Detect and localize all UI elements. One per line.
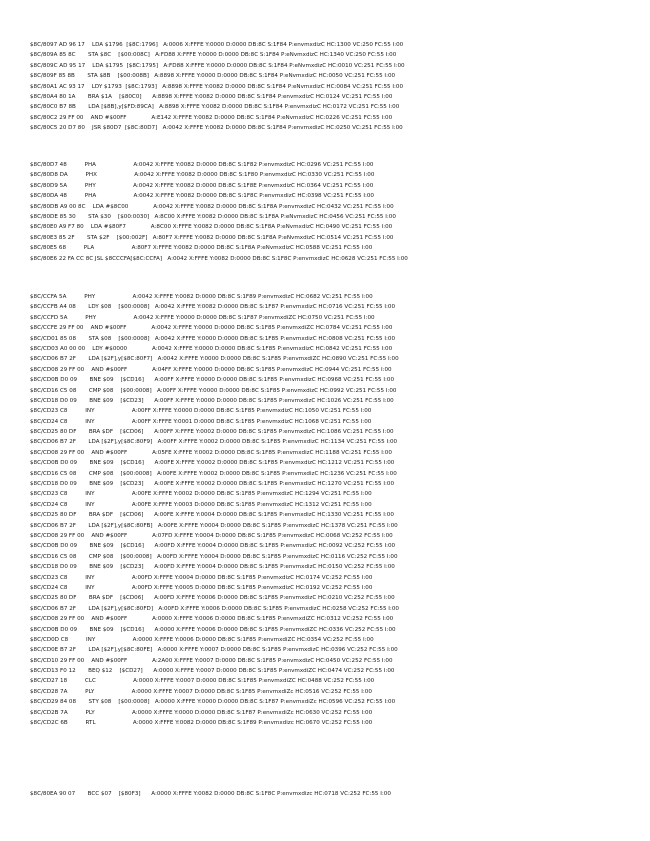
trace-line: $8C/CD0B D0 09 BNE $09 [$CD16] A:00FD X:FFFE Y:0004 D:0000 DB:8C S:1F85 P:envmxdizC HC:0092 VC:252 FC:55 I:00 <box>30 543 396 550</box>
trace-line: $8C/80E6 22 FA CC 8C JSL $8CCCFA[$8C:CCFA] A:0042 X:FFFE Y:0082 D:0000 DB:8C S:1F8C P:envmxdizC HC:0628 VC:251 FC:55 I:00 <box>30 255 408 262</box>
trace-line: $8C/CD16 C5 08 CMP $08 [$00:0008] A:00FD X:FFFE Y:0004 D:0000 DB:8C S:1F85 P:envmxdizC HC:0116 VC:252 FC:55 I:00 <box>30 553 398 560</box>
trace-line: $8C/CD0B D0 09 BNE $09 [$CD16] A:0000 X:FFFE Y:0006 D:0000 DB:8C S:1F85 P:envmxdiZC HC:0336 VC:252 FC:55 I:00 <box>30 626 396 633</box>
trace-line: $8C/CD08 29 FF 00 AND #$00FF A:0000 X:FFFE Y:0006 D:0000 DB:8C S:1F85 P:envmxdiZC HC:0312 VC:252 FC:55 I:00 <box>30 616 394 623</box>
trace-block-1 <box>30 40 630 134</box>
trace-line: $8C/80D8 DA PHX A:0042 X:FFFE Y:0082 D:0000 DB:8C S:1F80 P:envmxdizC HC:0330 VC:251 FC:55 I:00 <box>30 172 375 179</box>
trace-line: $8C/CD08 29 FF 00 AND #$00FF A:07FD X:FFFE Y:0004 D:0000 DB:8C S:1F85 P:envmxdizC HC:0068 VC:252 FC:55 I:00 <box>30 532 393 539</box>
trace-line: $8C/CD06 B7 2F LDA [$2F],y[$8C:80F7] A:0042 X:FFFE Y:0000 D:0000 DB:8C S:1F85 P:envmxdiZC HC:0890 VC:251 FC:55 I:00 <box>30 356 399 363</box>
trace-line: $8C/CD23 C8 INY A:00FD X:FFFE Y:0004 D:0000 DB:8C S:1F85 P:envmxdizC HC:0174 VC:252 FC:55 I:00 <box>30 574 373 581</box>
trace-line: $8C/80DA 48 PHA A:0042 X:FFFE Y:0082 D:0000 DB:8C S:1F8C P:envmxdizC HC:0398 VC:251 FC:55 I:00 <box>30 193 374 200</box>
trace-line: $8C/CD01 85 08 STA $08 [$00:0008] A:0042 X:FFFE Y:0000 D:0000 DB:8C S:1F85 P:envmxdizC HC:0808 VC:251 FC:55 I:00 <box>30 335 396 342</box>
trace-line: $8C/CD28 7A PLY A:0000 X:FFFE Y:0007 D:0000 DB:8C S:1F85 P:envmxdiZc HC:0516 VC:252 FC:55 I:00 <box>30 688 372 695</box>
trace-line: $8C/CD0E B7 2F LDA [$2F],y[$8C:80FE] A:0000 X:FFFE Y:0007 D:0000 DB:8C S:1F85 P:envmxdizC HC:0396 VC:252 FC:55 I:00 <box>30 647 398 654</box>
trace-line: $8C/CD18 D0 09 BNE $09 [$CD23] A:00FE X:FFFE Y:0002 D:0000 DB:8C S:1F85 P:envmxdizC HC:1270 VC:251 FC:55 I:00 <box>30 481 395 488</box>
trace-line: $8C/CD08 29 FF 00 AND #$00FF A:04FF X:FFFE Y:0000 D:0000 DB:8C S:1F85 P:envmxdizC HC:0944 VC:251 FC:55 I:00 <box>30 366 392 373</box>
trace-line: $8C/80A4 80 1A BRA $1A [$80C0] A:8898 X:FFFE Y:0082 D:0000 DB:8C S:1F84 P:envmxdizC HC:0124 VC:251 FC:55 I:00 <box>30 93 393 100</box>
trace-line: $8C/CD18 D0 09 BNE $09 [$CD23] A:00FD X:FFFE Y:0004 D:0000 DB:8C S:1F85 P:envmxdizC HC:0150 VC:252 FC:55 I:00 <box>30 564 395 571</box>
trace-line: $8C/CCFB A4 08 LDY $08 [$00:0008] A:0042 X:FFFE Y:0082 D:0000 DB:8C S:1F87 P:envmxdizC HC:0716 VC:251 FC:55 I:00 <box>30 304 396 311</box>
trace-line: $8C/CD0B D0 09 BNE $09 [$CD16] A:00FF X:FFFE Y:0000 D:0000 DB:8C S:1F85 P:envmxdizC HC:0968 VC:251 FC:55 I:00 <box>30 377 395 384</box>
trace-line: $8C/809F 85 8B STA $8B [$00:008B] A:8898 X:FFFE Y:0000 D:0000 DB:8C S:1F84 P:eNvmxdizC HC:0050 VC:251 FC:55 I:00 <box>30 73 396 80</box>
trace-line: $8C/80C5 20 D7 80 JSR $80D7 [$8C:80D7] A:0042 X:FFFE Y:0082 D:0000 DB:8C S:1F84 P:envmxdizC HC:0250 VC:251 FC:55 I:00 <box>30 125 403 132</box>
trace-line: $8C/80D7 48 PHA A:0042 X:FFFE Y:0082 D:0000 DB:8C S:1F82 P:envmxdizC HC:0296 VC:251 FC:55 I:00 <box>30 162 374 168</box>
trace-line: $8C/80A1 AC 93 17 LDY $1793 [$8C:1793] A:8898 X:FFFE Y:0082 D:0000 DB:8C S:1F84 P:eNvmxdizC HC:0084 VC:251 FC:55 I:00 <box>30 83 404 90</box>
trace-line: $8C/CD2C 6B RTL A:0000 X:FFFE Y:0082 D:0000 DB:8C S:1F89 P:envmxdizc HC:0670 VC:252 FC:55 I:00 <box>30 720 373 727</box>
trace-line: $8C/CD25 80 DF BRA $DF [$CD06] A:00FF X:FFFE Y:0002 D:0000 DB:8C S:1F85 P:envmxdizC HC:1086 VC:251 FC:55 I:00 <box>30 429 394 436</box>
trace-line: $8C/CD24 C8 INY A:00FF X:FFFE Y:0001 D:0000 DB:8C S:1F85 P:envmxdizC HC:1068 VC:251 FC:55 I:00 <box>30 418 372 425</box>
trace-line: $8C/80C0 B7 8B LDA [$8B],y[$FD:89CA] A:8898 X:FFFE Y:0082 D:0000 DB:8C S:1F84 P:envmxdizC HC:0172 VC:251 FC:55 I:00 <box>30 104 400 111</box>
trace-block-3 <box>30 292 630 728</box>
trace-line: $8C/8097 AD 96 17 LDA $1796 [$8C:1796] A:0006 X:FFFE Y:0000 D:0000 DB:8C S:1F84 P:envmxdizC HC:1300 VC:250 FC:55 I:00 <box>30 42 404 48</box>
trace-line: $8C/CD13 F0 12 BEQ $12 [$CD27] A:0000 X:FFFE Y:0007 D:0000 DB:8C S:1F85 P:envmxdiZC HC:0474 VC:252 FC:55 I:00 <box>30 668 395 675</box>
trace-line: $8C/CD06 B7 2F LDA [$2F],y[$8C:80FB] A:00FE X:FFFE Y:0004 D:0000 DB:8C S:1F85 P:envmxdizC HC:1378 VC:251 FC:55 I:00 <box>30 522 398 529</box>
trace-line: $8C/80E0 A9 F7 80 LDA #$80F7 A:8C00 X:FFFE Y:0082 D:0000 DB:8C S:1F8A P:eNvmxdizC HC:0490 VC:251 FC:55 I:00 <box>30 224 393 231</box>
trace-line: $8C/CD29 84 08 STY $08 [$00:0008] A:0000 X:FFFE Y:0000 D:0000 DB:8C S:1F87 P:envmxdiZc HC:0596 VC:252 FC:55 I:00 <box>30 699 396 706</box>
trace-line: $8C/CCFA 5A PHY A:0042 X:FFFE Y:0082 D:0000 DB:8C S:1F89 P:envmxdizC HC:0682 VC:251 FC:55 I:00 <box>30 294 373 300</box>
trace-line: $8C/CD06 B7 2F LDA [$2F],y[$8C:80FD] A:00FD X:FFFE Y:0006 D:0000 DB:8C S:1F85 P:envmxdizC HC:0258 VC:252 FC:55 I:00 <box>30 605 399 612</box>
trace-line: $8C/CD06 B7 2F LDA [$2F],y[$8C:80F9] A:00FF X:FFFE Y:0002 D:0000 DB:8C S:1F85 P:envmxdizC HC:1134 VC:251 FC:55 I:00 <box>30 439 398 446</box>
trace-line: $8C/80DB A9 00 8C LDA #$8C00 A:0042 X:FFFE Y:0082 D:0000 DB:8C S:1F8A P:envmxdizC HC:0432 VC:251 FC:55 I:00 <box>30 203 394 210</box>
trace-line: $8C/CD08 29 FF 00 AND #$00FF A:05FE X:FFFE Y:0002 D:0000 DB:8C S:1F85 P:envmxdizC HC:1188 VC:251 FC:55 I:00 <box>30 449 392 456</box>
trace-line: $8C/CD0D C8 INY A:0000 X:FFFE Y:0006 D:0000 DB:8C S:1F85 P:envmxdiZC HC:0354 VC:252 FC:55 I:00 <box>30 636 374 643</box>
trace-block-2 <box>30 160 630 264</box>
trace-line: $8C/809A 85 8C STA $8C [$00:008C] A:FD88 X:FFFE Y:0000 D:0000 DB:8C S:1F84 P:eNvmxdizC HC:1340 VC:250 FC:55 I:00 <box>30 52 397 59</box>
trace-line: $8C/CD24 C8 INY A:00FD X:FFFE Y:0005 D:0000 DB:8C S:1F85 P:envmxdizC HC:0192 VC:252 FC:55 I:00 <box>30 584 373 591</box>
trace-line: $8C/CD03 A0 00 00 LDY #$0000 A:0042 X:FFFE Y:0000 D:0000 DB:8C S:1F85 P:envmxdizC HC:0842 VC:251 FC:55 I:00 <box>30 345 393 352</box>
trace-line: $8C/80D9 5A PHY A:0042 X:FFFE Y:0082 D:0000 DB:8C S:1F8E P:envmxdizC HC:0364 VC:251 FC:55 I:00 <box>30 182 374 189</box>
trace-line: $8C/80EA 90 07 BCC $07 [$80F3] A:0000 X:FFFE Y:0082 D:0000 DB:8C S:1F8C P:envmxdizc HC:0718 VC:252 FC:55 I:00 <box>30 791 391 797</box>
trace-line: $8C/CD25 80 DF BRA $DF [$CD06] A:00FD X:FFFE Y:0006 D:0000 DB:8C S:1F85 P:envmxdizC HC:0210 VC:252 FC:55 I:00 <box>30 595 395 602</box>
trace-line: $8C/CD16 C5 08 CMP $08 [$00:0008] A:00FE X:FFFE Y:0002 D:0000 DB:8C S:1F85 P:envmxdizC HC:1236 VC:251 FC:55 I:00 <box>30 470 397 477</box>
trace-line: $8C/80E3 85 2F STA $2F [$00:002F] A:80F7 X:FFFE Y:0082 D:0000 DB:8C S:1F8A P:eNvmxdizC HC:0514 VC:251 FC:55 I:00 <box>30 234 394 241</box>
trace-line: $8C/CD23 C8 INY A:00FE X:FFFE Y:0002 D:0000 DB:8C S:1F85 P:envmxdizC HC:1294 VC:251 FC:55 I:00 <box>30 491 372 498</box>
trace-line: $8C/80E5 68 PLA A:80F7 X:FFFE Y:0082 D:0000 DB:8C S:1F8A P:eNvmxdizC HC:0588 VC:251 FC:55 I:00 <box>30 245 373 252</box>
trace-line: $8C/CD18 D0 09 BNE $09 [$CD23] A:00FF X:FFFE Y:0000 D:0000 DB:8C S:1F85 P:envmxdizC HC:1026 VC:251 FC:55 I:00 <box>30 397 394 404</box>
trace-line: $8C/CD25 80 DF BRA $DF [$CD06] A:00FE X:FFFE Y:0004 D:0000 DB:8C S:1F85 P:envmxdizC HC:1330 VC:251 FC:55 I:00 <box>30 512 394 519</box>
trace-line: $8C/CD23 C8 INY A:00FF X:FFFE Y:0000 D:0000 DB:8C S:1F85 P:envmxdizC HC:1050 VC:251 FC:55 I:00 <box>30 408 372 415</box>
trace-line: $8C/CD0B D0 09 BNE $09 [$CD16] A:00FE X:FFFE Y:0002 D:0000 DB:8C S:1F85 P:envmxdizC HC:1212 VC:251 FC:55 I:00 <box>30 460 395 467</box>
trace-line: $8C/809C AD 95 17 LDA $1795 [$8C:1795] A:FD88 X:FFFE Y:0000 D:0000 DB:8C S:1F84 P:eNvmxdizC HC:0010 VC:251 FC:55 I:00 <box>30 62 405 69</box>
trace-line: $8C/CCFE 29 FF 00 AND #$00FF A:0042 X:FFFE Y:0000 D:0000 DB:8C S:1F85 P:envmxdiZC HC:0784 VC:251 FC:55 I:00 <box>30 325 393 332</box>
trace-line: $8C/80C2 29 FF 00 AND #$00FF A:E142 X:FFFE Y:0082 D:0000 DB:8C S:1F84 P:eNvmxdizC HC:0226 VC:251 FC:55 I:00 <box>30 114 393 121</box>
trace-line: $8C/80DE 85 30 STA $30 [$00:0030] A:8C00 X:FFFE Y:0082 D:0000 DB:8C S:1F8A P:eNvmxdizC HC:0456 VC:251 FC:55 I:00 <box>30 213 396 220</box>
trace-line: $8C/CD24 C8 INY A:00FE X:FFFE Y:0003 D:0000 DB:8C S:1F85 P:envmxdizC HC:1312 VC:251 FC:55 I:00 <box>30 501 372 508</box>
trace-block-4 <box>30 789 630 799</box>
trace-line: $8C/CD16 C5 08 CMP $08 [$00:0008] A:00FF X:FFFE Y:0000 D:0000 DB:8C S:1F85 P:envmxdizC HC:0992 VC:251 FC:55 I:00 <box>30 387 397 394</box>
trace-line: $8C/CD2B 7A PLY A:0000 X:FFFE Y:0000 D:0000 DB:8C S:1F87 P:envmxdiZc HC:0630 VC:252 FC:55 I:00 <box>30 709 373 716</box>
trace-line: $8C/CD27 18 CLC A:0000 X:FFFE Y:0007 D:0000 DB:8C S:1F85 P:envmxdiZC HC:0488 VC:252 FC:55 I:00 <box>30 678 375 685</box>
trace-line: $8C/CD10 29 FF 00 AND #$00FF A:2A00 X:FFFE Y:0007 D:0000 DB:8C S:1F85 P:envmxdizC HC:0450 VC:252 FC:55 I:00 <box>30 657 393 664</box>
trace-line: $8C/CCFD 5A PHY A:0042 X:FFFE Y:0000 D:0000 DB:8C S:1F87 P:envmxdiZC HC:0750 VC:251 FC:55 I:00 <box>30 314 375 321</box>
